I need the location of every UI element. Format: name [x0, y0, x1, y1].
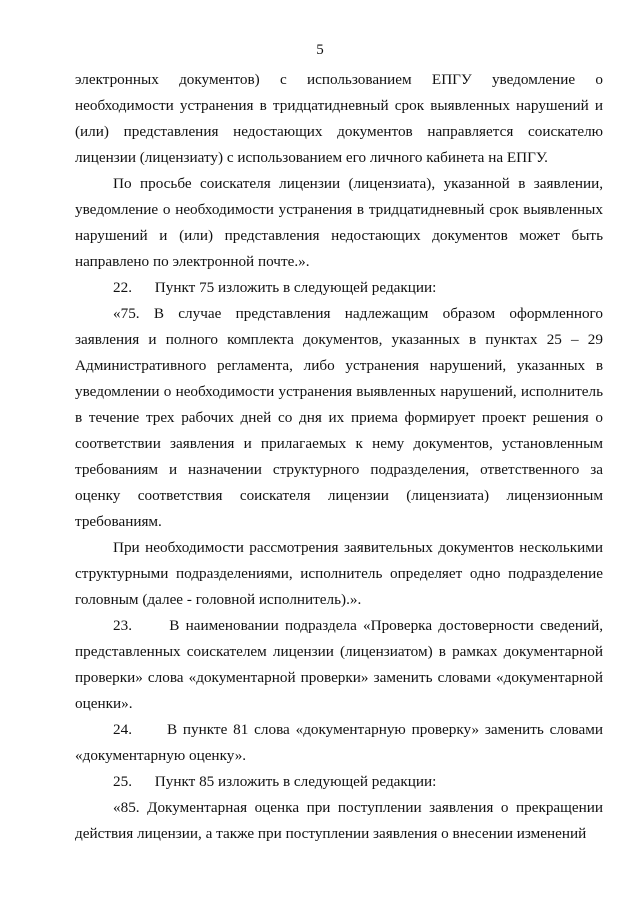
- paragraph-item-24: 24. В пункте 81 слова «документарную проверку» заменить словами «документарную оценку».: [75, 721, 607, 764]
- paragraph-2: По просьбе соискателя лицензии (лицензиата), указанной в заявлении, уведомление о необходимости устранения в тридцатидневный срок выявленных нарушений и (или) представления недостающих документов может быть направлено по электронной почте.».: [75, 175, 603, 270]
- paragraph-item-22: 22. Пункт 75 изложить в следующей редакции:: [113, 279, 437, 296]
- paragraph-point-85: «85. Документарная оценка при поступлении заявления о прекращении действия лицензии, а также при поступлении заявления о внесении изменений: [75, 799, 603, 842]
- paragraph-item-23: 23. В наименовании подраздела «Проверка достоверности сведений, представленных соискателем лицензии (лицензиатом) в рамках документарной проверки» слова «документарной проверки» заменить словами «документарной оценки».: [75, 617, 607, 712]
- paragraph-head-executor: При необходимости рассмотрения заявительных документов несколькими структурными подразделениями, исполнитель определяет одно подразделение головным (далее - головной исполнитель).».: [75, 539, 603, 608]
- page-number: 5: [316, 42, 324, 58]
- paragraph-item-25: 25. Пункт 85 изложить в следующей редакции:: [113, 773, 437, 790]
- paragraph-1: электронных документов) с использованием ЕПГУ уведомление о необходимости устранения в тридцатидневный срок выявленных нарушений и (или) представления недостающих документов направляется соискателю лицензии (лицензиату) с использованием его личного кабинета на ЕПГУ.: [75, 71, 603, 166]
- paragraph-point-75: «75. В случае представления надлежащим образом оформленного заявления и полного комплекта документов, указанных в пунктах 25 – 29 Административного регламента, либо устранения нарушений, указанных в уведомлении о необходимости устранения выявленных нарушений, исполнитель в течение трех рабочих дней со дня их приема формирует проект решения о соответствии заявления и прилагаемых к нему документов, установленным требованиям и назначении структурного подразделения, ответственного за оценку соответствия соискателя лицензии (лицензиата) лицензионным требованиям.: [75, 305, 603, 530]
- document-body: [75, 67, 607, 847]
